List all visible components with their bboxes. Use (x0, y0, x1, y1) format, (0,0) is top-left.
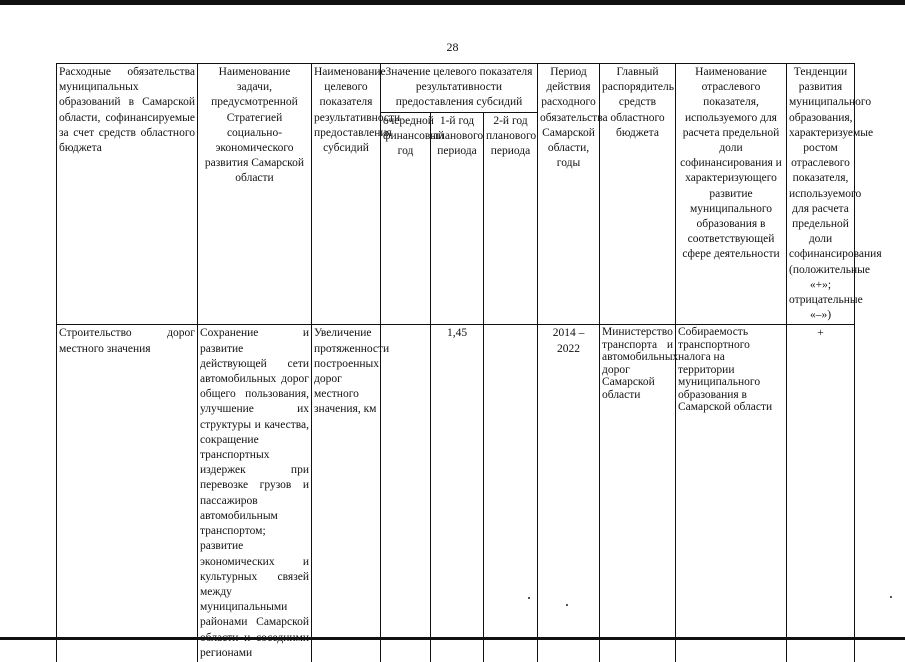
header-indicator: Наименование целевого показателя результативности предоставления субсидий (312, 64, 381, 325)
cell-period: 2014 – 2022 (538, 325, 600, 662)
cell-value-year2 (484, 325, 538, 662)
table-row (57, 325, 855, 662)
scan-speck (890, 596, 892, 598)
page-number: 28 (446, 40, 459, 54)
header-administrator: Главный распорядитель средств областного бюджета (600, 64, 676, 325)
header-trend: Тенденции развития муниципального образования, характеризуемые ростом отраслевого показателя, используемого для расчета предельной доли софинансирования (положительные «+»; отрицательные «–») (787, 64, 855, 325)
scan-speck (566, 604, 568, 606)
cell-trend: + (787, 325, 855, 662)
cell-sector-indicator: Собираемость транспортного налога на территории муниципального образования в Самарской области (676, 325, 787, 662)
cell-task: Сохранение и развитие действующей сети автомобильных дорог общего пользования, улучшение их структуры и качества, сокращение транспортных издержек при перевозке грузов и пассажиров автомобильным транспортом; развитие экономических и культурных связей между муниципальными районами Самарской регионами (198, 325, 312, 662)
header-task: Наименование задачи, предусмотренной Стратегией социально-экономического развития Самарской области (198, 64, 312, 325)
subsidy-table (56, 63, 882, 662)
header-period: Период действия расходного обязательства Самарской области, годы (538, 64, 600, 325)
header-value-plan-year2: 2-й год планового периода (484, 112, 538, 325)
scan-speck (528, 597, 530, 599)
header-sector-indicator: Наименование отраслевого показателя, используемого для расчета предельной доли софинансирования и характеризующего развитие муниципального образования в соответствующей сфере деятельности (676, 64, 787, 325)
bottom-border (0, 637, 905, 640)
header-values-group: Значение целевого показателя результативности предоставления субсидий (381, 64, 538, 113)
cell-administrator: Министерство транспорта и автомобильных дорог Самарской области (600, 325, 676, 662)
cell-indicator: Увеличение протяженности построенных дорог местного значения, км (312, 325, 381, 662)
header-obligation: Расходные обязательства муниципальных образований в Самарской области, софинансируемые за счет средств областного бюджета (57, 64, 198, 325)
cell-obligation: Строительство дорог местного значения (57, 325, 198, 662)
header-value-current-year: очередной финансовый год (381, 112, 431, 325)
cell-value-current (381, 325, 431, 662)
cell-value-year1: 1,45 (431, 325, 484, 662)
header-value-plan-year1: 1-й год планового периода (431, 112, 484, 325)
top-border (0, 0, 905, 5)
